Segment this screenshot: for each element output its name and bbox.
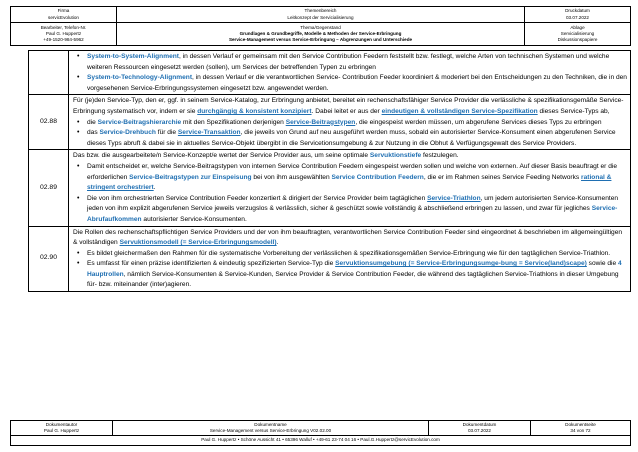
table-row	[29, 51, 631, 95]
document-header	[10, 6, 631, 46]
author-label: Dokumentautor	[45, 421, 78, 427]
filing-line-2: Diskussionspapiere	[557, 37, 598, 43]
editor-label: Bearbeiter, Telefon-Nr.	[40, 24, 87, 30]
document-footer	[10, 420, 631, 446]
subject-cell	[117, 23, 525, 46]
author-value: Paul G. Huppertz	[43, 428, 80, 433]
table-row	[29, 95, 631, 150]
list-item: • die Service-Beitragshierarchie mit den Spezifikationen derjenigen Service-Beitragstypen, die eingespeist werden müssen, um abgerufene Services dieses Typs zu erbringen	[87, 118, 627, 129]
row-text	[69, 95, 631, 150]
docname-label: Dokumentname	[254, 421, 287, 427]
editor-cell	[11, 23, 117, 46]
page-cell	[531, 421, 631, 436]
subject-line-2: Service-Management versus Service-Erbringung – Abgrenzungen und Unterschiede	[228, 37, 413, 43]
filing-cell	[525, 23, 631, 46]
print-date-cell	[525, 7, 631, 23]
list-item: • Es umfasst für einen präzise identifizierten & eindeutig spezifizierten Service-Typ die Servuktionsumgebung (= Service-Erbringungsumge-bung = Service(land)scape) sowie die 4 Hauptrollen, nämlich Service-Konsumenten & Service-Kunden, Service Provider & Service Contribution Feeder, die während des tagtäglichen Service-Triathlons in dieser Umgebung für- bzw. miteinander (inter)agieren.	[87, 259, 627, 291]
paragraph: Für (je)den Service-Typ, den er, ggf. in seinem Service-Katalog, zur Erbringung anbietet, bereitet ein rechenschaftsfähiger Service Provider die verlässliche & spezifikationsgemäße Service-Erbringung systematisch vor, indem er sie durchgängig & konsistent konzipiert. Dabei leitet er aus der eindeutigen & vollständigen Service-Spezifikation dieses Service-Typs ab,	[73, 97, 624, 115]
row-text	[69, 51, 631, 95]
list-item: • Damit entscheidet er, welche Service-Beitragstypen von internen Service Contribution Feedern eingespeist werden sollen und welche von externen. Auf dieser Basis beauftragt er die erforderlichen Service-Beitragstypen zur Einspeisung bei von ihm ausgewählten Service Contribution Feedern, die er im Rahmen seines Service Feeding Networks rational & stringent orchestriert.	[87, 162, 627, 194]
list-item: • Es bildet gleichermaßen den Rahmen für die systematische Vorbereitung der verlässlichen & spezifikationsgemäßen Service-Erbringung wie für den tagtäglichen Service-Triathlon.	[87, 249, 627, 260]
editor-phone: +49-1520-984-5962	[43, 37, 84, 43]
docdate-value: 03.07.2022	[468, 428, 491, 433]
print-date-label: Druckdatum	[565, 8, 590, 14]
page-value: 34 von 72	[570, 428, 591, 433]
print-date-value: 03.07.2022	[566, 14, 589, 20]
page-label: Dokumentseite	[565, 421, 596, 427]
content-table	[28, 50, 631, 292]
paragraph: Die Rollen des rechenschaftspflichtigen Service Providers und der von ihm beauftragten, verantwortlichen Service Contribution Feeder sind eingeordnet & beschrieben im allgemeingültigen & vollständigen Servuktionsmodell (= Service-Erbringungsmodell).	[73, 228, 623, 247]
paragraph: Das bzw. die ausgearbeitete/n Service-Konzept/e wertet der Service Provider aus, um seine optimale Servuktionstiefe festzulegen.	[73, 152, 459, 160]
editor-name: Paul G. Huppertz	[45, 30, 82, 36]
list-item: • System-to-Technology-Alignment, in dessen Verlauf er die verantwortlichen Service- Contribution Feeder koordiniert & moderiert bei den Entscheidungen zu den Techniken, die in den vorgesehenen Service-Erbringungssystemen eingesetzt bzw. angewendet werden.	[87, 73, 627, 94]
list-item: • das Service-Drehbuch für die Service-Transaktion, die jeweils von Grund auf neu ausgeführt werden muss, sobald ein autorisierter Service-Konsument einen abgerufenen Service dieses Typs abruft & dabei sie in aktuelles Service-Objekt übergibt in die Servicetionsumgebung & zur Nutzung in die Obhut & Verfügungsgewalt des Service Providers.	[87, 128, 627, 149]
table-row	[29, 150, 631, 226]
docdate-label: Dokumentdatum	[462, 421, 497, 427]
footer-address: Paul G. Huppertz • Schöne Aussicht 41 • 65396 Walluf • +49-61 23-74 04 16 • Paul.G.Huppertz@servicEvolution.com	[11, 436, 631, 446]
docname-cell	[113, 421, 429, 436]
docdate-cell	[429, 421, 531, 436]
row-text	[69, 150, 631, 226]
list-item: • Die von ihm orchestrierten Service Contribution Feeder konzertiert & dirigiert der Service Provider beim tagtäglichen Service-Triathlon, um jedem autorisierten Service-Konsumenten jeden von ihm explizit abgerufenen Service jeweils verzugslos & verlässlich, sicher & geschützt sowie vollständig & abschließend erbringen zu lassen, und zwar für jegliches Service-Abrufaufkommen autorisierter Service-Konsumenten.	[87, 194, 627, 226]
list-item: • System-to-System-Alignment, in dessen Verlauf er gemeinsam mit den Service Contribution Feedern feststellt bzw. festlegt, welche Arten von technischen Systemen und welche weiteren Ressourcen eingesetzt werden (sollen), um Services der betreffenden Typen zu erbringen	[87, 52, 627, 73]
topic-label: Themenbereich	[304, 8, 337, 14]
company-value: servicEvolution	[48, 14, 79, 20]
company-cell	[11, 7, 117, 23]
company-label: Firma	[57, 8, 70, 14]
filing-line-1: Servicialisierung	[560, 30, 595, 36]
subject-label: Thema/Gegenstand	[300, 24, 341, 30]
docname-value: Service-Management versus Service-Erbringung V02.02.00	[209, 428, 332, 433]
row-number: 02.88	[29, 95, 69, 150]
subject-line-1: Grundlagen & Grundbegriffe, Modelle & Methoden der Service-Erbringung	[239, 30, 402, 36]
row-number	[29, 51, 69, 95]
author-cell	[11, 421, 113, 436]
table-row	[29, 226, 631, 292]
topic-value: Leitkonzept der Servicialisierung	[287, 14, 354, 20]
row-number: 02.89	[29, 150, 69, 226]
row-text	[69, 226, 631, 292]
filing-label: Ablage	[570, 24, 585, 30]
row-number: 02.90	[29, 226, 69, 292]
topic-cell	[117, 7, 525, 23]
